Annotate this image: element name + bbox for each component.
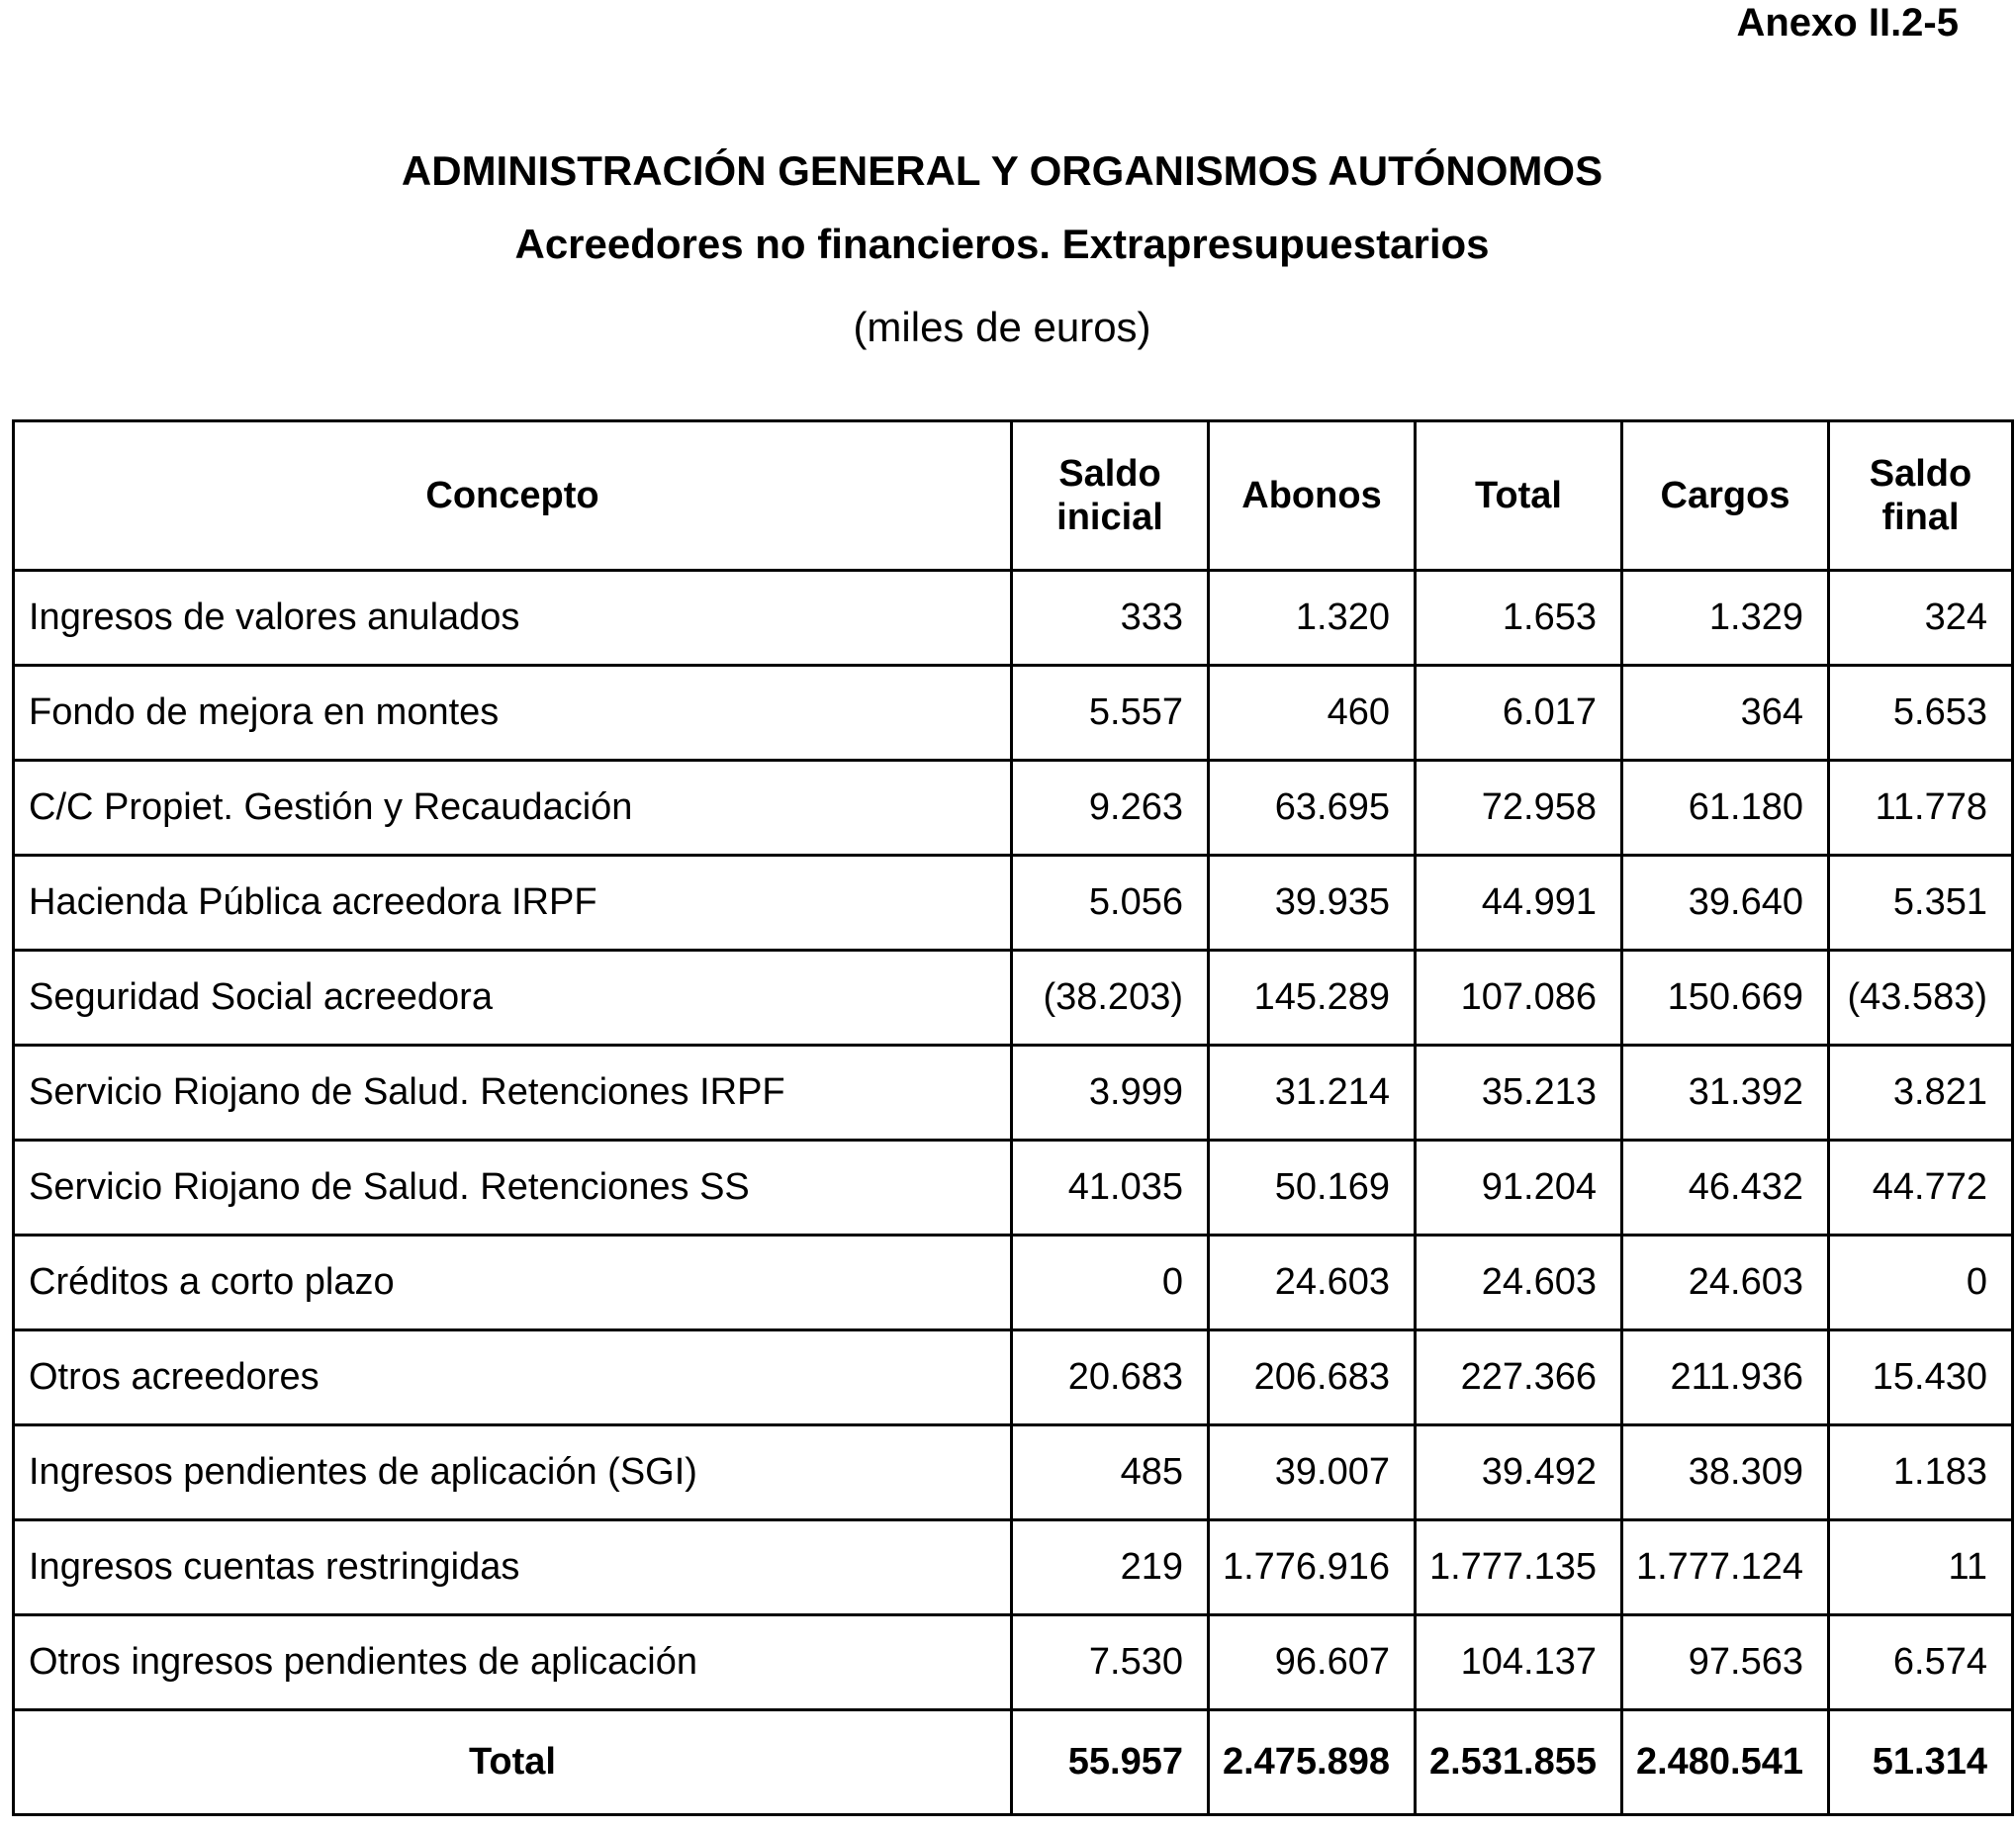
total-cell: 1.777.135 bbox=[1416, 1520, 1622, 1615]
saldo-final-cell: 324 bbox=[1829, 571, 2013, 666]
saldo-inicial-cell: 41.035 bbox=[1012, 1141, 1209, 1236]
concepto-cell: Otros ingresos pendientes de aplicación bbox=[14, 1615, 1012, 1710]
concepto-cell: Servicio Riojano de Salud. Retenciones SS bbox=[14, 1141, 1012, 1236]
header-concepto: Concepto bbox=[14, 421, 1012, 571]
header-saldo-inicial-line2: inicial bbox=[1056, 497, 1163, 538]
cargos-cell: 1.329 bbox=[1622, 571, 1829, 666]
total-cell: 107.086 bbox=[1416, 951, 1622, 1046]
abonos-cell: 460 bbox=[1209, 666, 1416, 761]
total-cell: 6.017 bbox=[1416, 666, 1622, 761]
abonos-cell: 1.776.916 bbox=[1209, 1520, 1416, 1615]
saldo-inicial-cell: 485 bbox=[1012, 1425, 1209, 1520]
table-row bbox=[14, 1520, 2013, 1615]
saldo-inicial-cell: (38.203) bbox=[1012, 951, 1209, 1046]
abonos-cell: 206.683 bbox=[1209, 1330, 1416, 1425]
concepto-cell: Hacienda Pública acreedora IRPF bbox=[14, 856, 1012, 951]
concepto-cell: C/C Propiet. Gestión y Recaudación bbox=[14, 761, 1012, 856]
abonos-cell: 1.320 bbox=[1209, 571, 1416, 666]
total-cell: 44.991 bbox=[1416, 856, 1622, 951]
table-row bbox=[14, 1425, 2013, 1520]
table-body bbox=[14, 571, 2013, 1710]
saldo-final-cell: 0 bbox=[1829, 1236, 2013, 1330]
document-title: ADMINISTRACIÓN GENERAL Y ORGANISMOS AUTÓNOMOS bbox=[401, 147, 1604, 194]
total-concepto-cell: Total bbox=[14, 1710, 1012, 1815]
total-saldo-inicial-cell: 55.957 bbox=[1012, 1710, 1209, 1815]
cargos-cell: 61.180 bbox=[1622, 761, 1829, 856]
cargos-cell: 150.669 bbox=[1622, 951, 1829, 1046]
table-row bbox=[14, 666, 2013, 761]
total-cell: 72.958 bbox=[1416, 761, 1622, 856]
saldo-final-cell: 15.430 bbox=[1829, 1330, 2013, 1425]
cargos-cell: 38.309 bbox=[1622, 1425, 1829, 1520]
total-cell: 1.653 bbox=[1416, 571, 1622, 666]
concepto-cell: Ingresos de valores anulados bbox=[14, 571, 1012, 666]
header-abonos: Abonos bbox=[1209, 421, 1416, 571]
saldo-inicial-cell: 9.263 bbox=[1012, 761, 1209, 856]
header-saldo-final-line2: final bbox=[1881, 497, 1960, 538]
header-cargos: Cargos bbox=[1622, 421, 1829, 571]
table-total-row bbox=[14, 1710, 2013, 1815]
saldo-inicial-cell: 5.056 bbox=[1012, 856, 1209, 951]
total-saldo-final-cell: 51.314 bbox=[1829, 1710, 2013, 1815]
header-saldo-inicial-line1: Saldo bbox=[1058, 453, 1161, 495]
saldo-final-cell: 5.351 bbox=[1829, 856, 2013, 951]
cargos-cell: 97.563 bbox=[1622, 1615, 1829, 1710]
concepto-cell: Otros acreedores bbox=[14, 1330, 1012, 1425]
saldo-final-cell: (43.583) bbox=[1829, 951, 2013, 1046]
creditors-table bbox=[12, 419, 2014, 1816]
total-cell: 104.137 bbox=[1416, 1615, 1622, 1710]
table-row bbox=[14, 571, 2013, 666]
table-row bbox=[14, 1330, 2013, 1425]
header-saldo-final bbox=[1829, 421, 2013, 571]
table-row bbox=[14, 1615, 2013, 1710]
header-saldo-final-line1: Saldo bbox=[1869, 453, 1972, 495]
cargos-cell: 211.936 bbox=[1622, 1330, 1829, 1425]
saldo-inicial-cell: 20.683 bbox=[1012, 1330, 1209, 1425]
abonos-cell: 96.607 bbox=[1209, 1615, 1416, 1710]
cargos-cell: 1.777.124 bbox=[1622, 1520, 1829, 1615]
saldo-final-cell: 11 bbox=[1829, 1520, 2013, 1615]
table-row bbox=[14, 1141, 2013, 1236]
saldo-inicial-cell: 7.530 bbox=[1012, 1615, 1209, 1710]
total-cell: 39.492 bbox=[1416, 1425, 1622, 1520]
table-row bbox=[14, 1236, 2013, 1330]
abonos-cell: 50.169 bbox=[1209, 1141, 1416, 1236]
total-total-cell: 2.531.855 bbox=[1416, 1710, 1622, 1815]
cargos-cell: 39.640 bbox=[1622, 856, 1829, 951]
cargos-cell: 364 bbox=[1622, 666, 1829, 761]
saldo-final-cell: 3.821 bbox=[1829, 1046, 2013, 1141]
saldo-final-cell: 1.183 bbox=[1829, 1425, 2013, 1520]
total-cell: 91.204 bbox=[1416, 1141, 1622, 1236]
table-row bbox=[14, 951, 2013, 1046]
saldo-inicial-cell: 219 bbox=[1012, 1520, 1209, 1615]
saldo-inicial-cell: 5.557 bbox=[1012, 666, 1209, 761]
abonos-cell: 39.007 bbox=[1209, 1425, 1416, 1520]
total-cargos-cell: 2.480.541 bbox=[1622, 1710, 1829, 1815]
total-cell: 35.213 bbox=[1416, 1046, 1622, 1141]
table-row bbox=[14, 856, 2013, 951]
abonos-cell: 145.289 bbox=[1209, 951, 1416, 1046]
cargos-cell: 24.603 bbox=[1622, 1236, 1829, 1330]
abonos-cell: 39.935 bbox=[1209, 856, 1416, 951]
total-abonos-cell: 2.475.898 bbox=[1209, 1710, 1416, 1815]
cargos-cell: 31.392 bbox=[1622, 1046, 1829, 1141]
concepto-cell: Ingresos pendientes de aplicación (SGI) bbox=[14, 1425, 1012, 1520]
concepto-cell: Seguridad Social acreedora bbox=[14, 951, 1012, 1046]
table-row bbox=[14, 1046, 2013, 1141]
annex-label: Anexo II.2-5 bbox=[1736, 1, 1959, 45]
concepto-cell: Ingresos cuentas restringidas bbox=[14, 1520, 1012, 1615]
abonos-cell: 24.603 bbox=[1209, 1236, 1416, 1330]
abonos-cell: 31.214 bbox=[1209, 1046, 1416, 1141]
saldo-final-cell: 11.778 bbox=[1829, 761, 2013, 856]
saldo-final-cell: 44.772 bbox=[1829, 1141, 2013, 1236]
concepto-cell: Servicio Riojano de Salud. Retenciones IRPF bbox=[14, 1046, 1012, 1141]
abonos-cell: 63.695 bbox=[1209, 761, 1416, 856]
saldo-final-cell: 5.653 bbox=[1829, 666, 2013, 761]
saldo-final-cell: 6.574 bbox=[1829, 1615, 2013, 1710]
header-saldo-inicial bbox=[1012, 421, 1209, 571]
table-header-row bbox=[14, 421, 2013, 571]
cargos-cell: 46.432 bbox=[1622, 1141, 1829, 1236]
total-cell: 24.603 bbox=[1416, 1236, 1622, 1330]
total-cell: 227.366 bbox=[1416, 1330, 1622, 1425]
concepto-cell: Fondo de mejora en montes bbox=[14, 666, 1012, 761]
concepto-cell: Créditos a corto plazo bbox=[14, 1236, 1012, 1330]
document-subtitle: Acreedores no financieros. Extrapresupuestarios bbox=[514, 221, 1490, 267]
saldo-inicial-cell: 333 bbox=[1012, 571, 1209, 666]
units-note: (miles de euros) bbox=[853, 304, 1151, 350]
saldo-inicial-cell: 3.999 bbox=[1012, 1046, 1209, 1141]
table-row bbox=[14, 761, 2013, 856]
saldo-inicial-cell: 0 bbox=[1012, 1236, 1209, 1330]
header-total: Total bbox=[1416, 421, 1622, 571]
